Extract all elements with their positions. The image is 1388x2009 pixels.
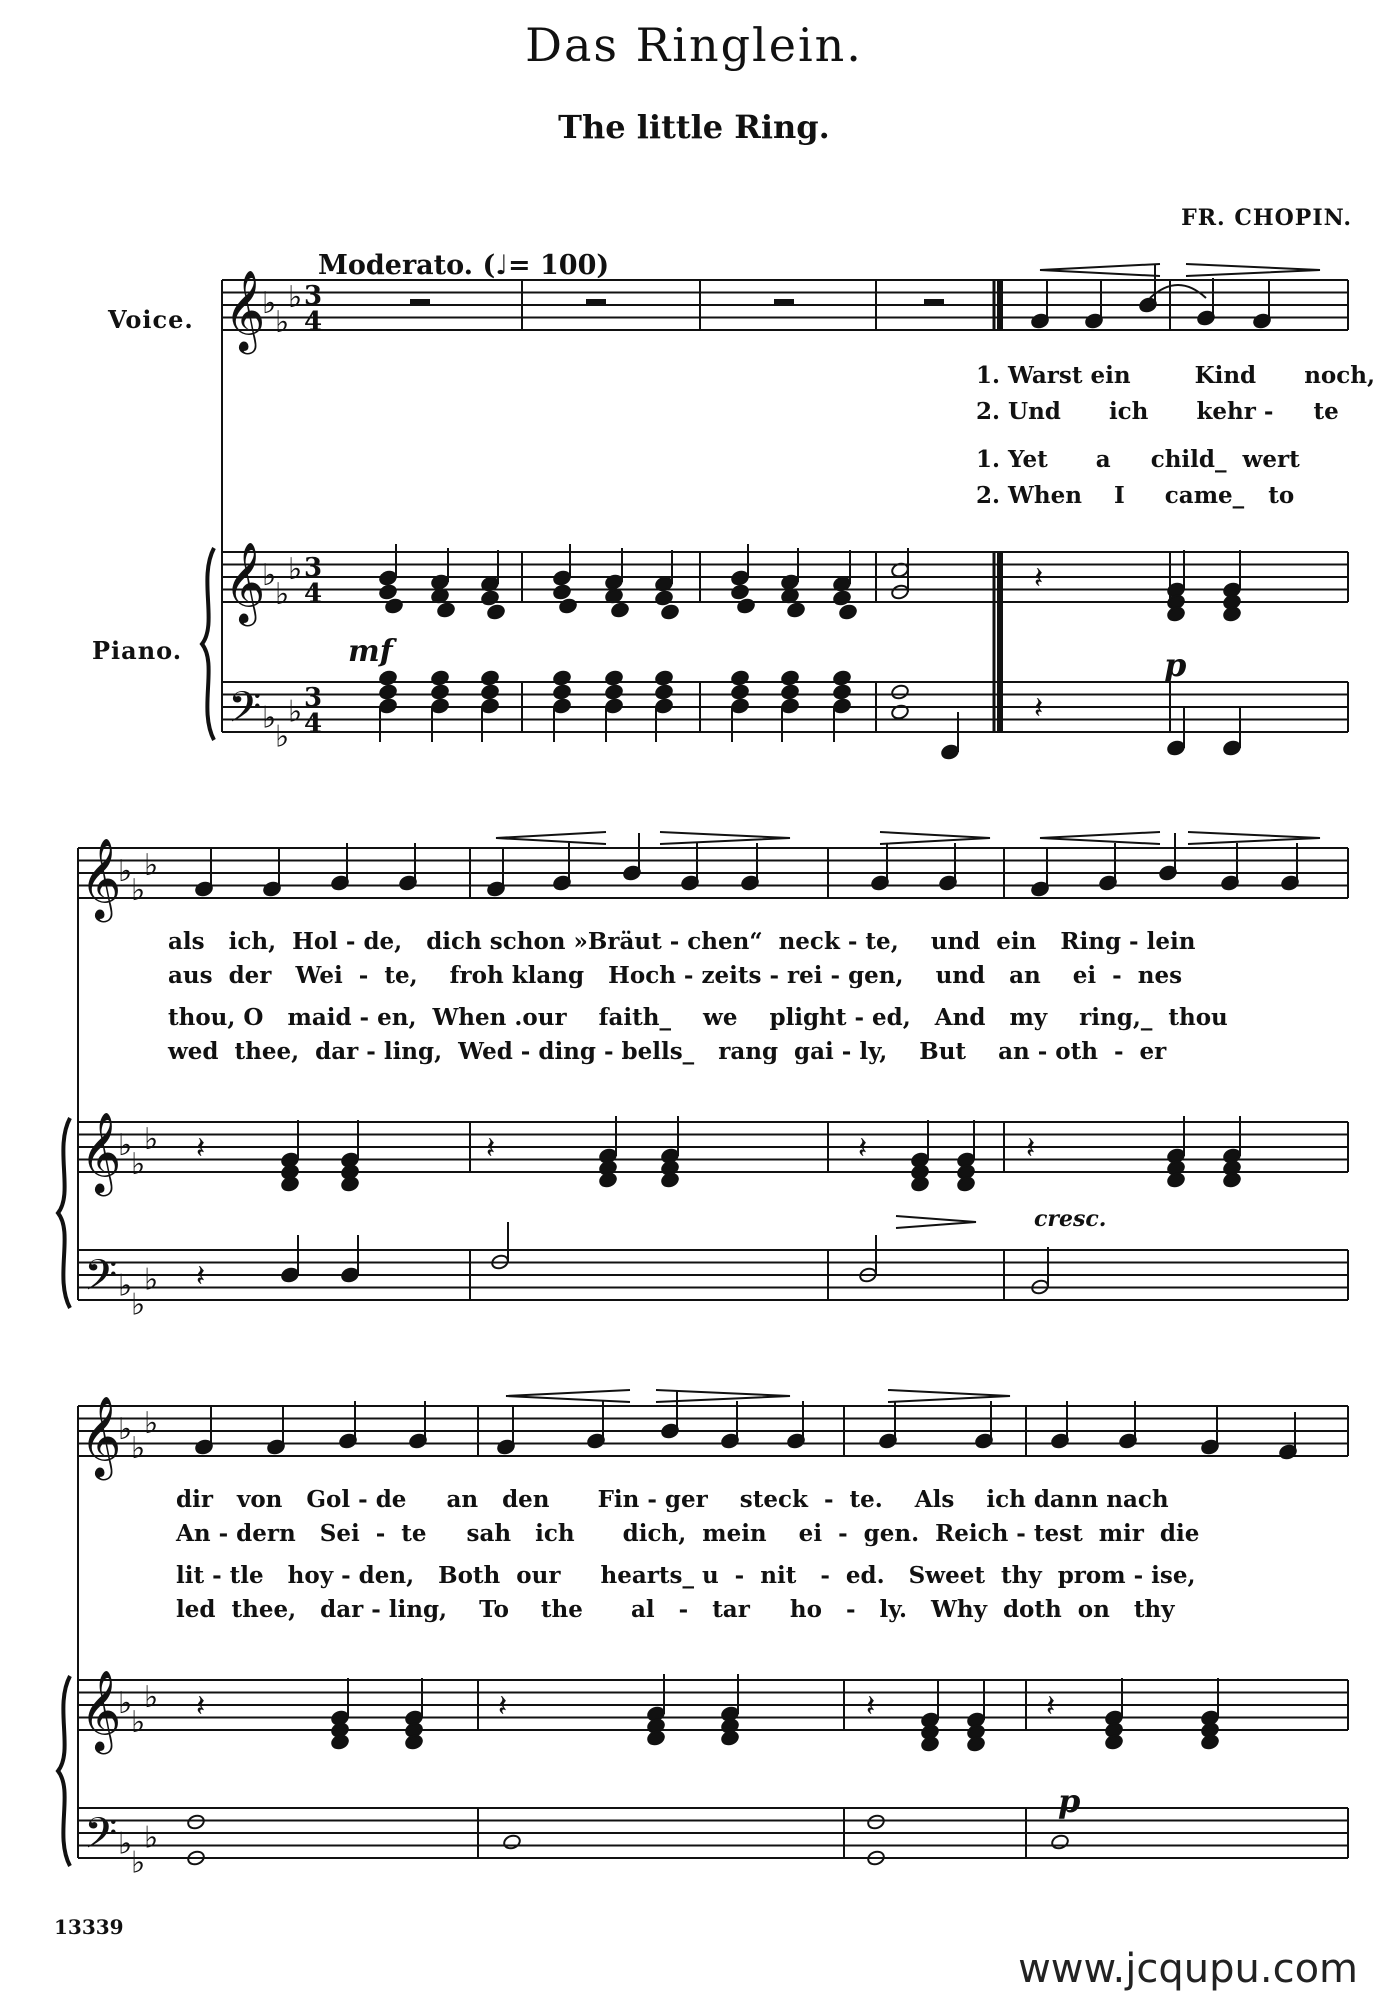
rest: 𝄽 <box>196 1259 206 1294</box>
notehead <box>786 602 805 619</box>
noteheads <box>186 265 1299 1866</box>
notehead <box>480 698 499 715</box>
measure-rest <box>410 299 430 305</box>
plate-number: 13339 <box>54 1915 124 1939</box>
flat-sign: ♭ <box>262 558 277 593</box>
lyric-line: dir von Gol - de an den Fin - ger steck - te. Als ich dann nach <box>176 1486 1169 1513</box>
flat-sign: ♭ <box>118 1686 133 1721</box>
notehead <box>730 584 749 601</box>
notehead <box>404 1734 423 1751</box>
notehead <box>480 590 499 607</box>
measure-rest <box>586 299 606 305</box>
notehead <box>480 684 499 701</box>
notehead <box>486 604 505 621</box>
flat-sign: ♭ <box>275 304 290 340</box>
notehead <box>832 698 851 715</box>
notehead <box>430 684 449 701</box>
notehead <box>1050 1834 1069 1851</box>
flat-sign: ♭ <box>144 1679 159 1715</box>
flat-sign: ♭ <box>131 1430 146 1466</box>
time-signature: 4 <box>304 307 323 337</box>
flat-sign: ♭ <box>131 1845 146 1881</box>
notehead <box>1222 740 1241 757</box>
flat-sign: ♭ <box>118 1268 133 1304</box>
staff-lines <box>78 280 1348 1858</box>
lyric-line: als ich, Hol - de, dich schon »Bräut - chen“ neck - te, und ein Ring - lein <box>168 928 1196 955</box>
notehead <box>1166 1172 1185 1189</box>
composer: FR. CHOPIN. <box>1181 205 1352 231</box>
notehead <box>780 684 799 701</box>
notehead <box>654 698 673 715</box>
notehead <box>1200 1734 1219 1751</box>
notehead <box>736 598 755 615</box>
lyric-line: An - dern Sei - te sah ich dich, mein ei - gen. Reich - test mir die <box>176 1520 1200 1547</box>
flat-sign: ♭ <box>288 551 303 587</box>
dynamic-p: p <box>1058 1782 1081 1820</box>
notehead <box>646 1730 665 1747</box>
notehead <box>890 584 909 601</box>
bass-clef: 𝄢 <box>228 683 262 743</box>
piano-brace <box>58 1118 70 1308</box>
treble-clef: 𝄞 <box>80 1395 122 1477</box>
notehead <box>598 1172 617 1189</box>
decrescendo-hairpin <box>880 832 990 844</box>
crescendo-hairpin <box>1040 832 1160 844</box>
notehead <box>730 670 749 687</box>
notehead <box>660 604 679 621</box>
notehead <box>1222 1172 1241 1189</box>
flat-sign: ♭ <box>118 1412 133 1447</box>
time-signature: 3 <box>304 683 323 713</box>
notehead <box>610 602 629 619</box>
flat-sign: ♭ <box>144 1820 159 1856</box>
page-title: Das Ringlein. <box>525 18 863 72</box>
treble-clef: 𝄞 <box>224 269 266 351</box>
rest: 𝄽 <box>486 1131 496 1166</box>
treble-clef: 𝄞 <box>224 541 266 623</box>
notehead <box>910 1176 929 1193</box>
flat-sign: ♭ <box>262 700 277 736</box>
notehead <box>654 684 673 701</box>
notehead <box>378 684 397 701</box>
treble-clef: 𝄞 <box>80 1669 122 1751</box>
bass-clef: 𝄢 <box>84 1809 118 1869</box>
bass-clef: 𝄢 <box>84 1251 118 1311</box>
notehead <box>340 1267 359 1284</box>
notehead <box>1166 740 1185 757</box>
notehead <box>654 590 673 607</box>
notehead <box>832 684 851 701</box>
measure-rest <box>774 299 794 305</box>
notehead <box>378 670 397 687</box>
notehead <box>604 698 623 715</box>
flat-sign: ♭ <box>118 854 133 889</box>
flat-sign: ♭ <box>118 1826 133 1862</box>
notehead <box>940 744 959 761</box>
flat-sign: ♭ <box>131 1704 146 1740</box>
rest: 𝄽 <box>1034 561 1044 596</box>
crescendo-hairpin <box>496 832 606 844</box>
notehead <box>1222 606 1241 623</box>
measure-rest <box>924 299 944 305</box>
notehead <box>890 684 909 701</box>
notehead <box>552 670 571 687</box>
dynamic-cresc: cresc. <box>1034 1206 1107 1232</box>
lyric-line: lit - tle hoy - den, Both our hearts_ u - nit - ed. Sweet thy prom - ise, <box>176 1562 1196 1589</box>
flat-sign: ♭ <box>144 1262 159 1298</box>
lyric-line: wed thee, dar - ling, Wed - ding - bells_ rang gai - ly, But an - oth - er <box>168 1038 1167 1065</box>
page-subtitle: The little Ring. <box>558 108 830 146</box>
dynamic-mf: mf <box>348 634 393 669</box>
hairpins-and-slurs <box>58 264 1320 1866</box>
notehead <box>430 670 449 687</box>
flat-sign: ♭ <box>262 286 277 321</box>
rest: 𝄽 <box>1034 691 1044 726</box>
notehead <box>832 670 851 687</box>
rest: 𝄽 <box>858 1131 868 1166</box>
rest: 𝄽 <box>196 1131 206 1166</box>
notehead <box>558 598 577 615</box>
lyric-line: 1. Warst ein Kind noch, <box>976 362 1375 389</box>
notehead <box>552 570 571 587</box>
notehead <box>552 684 571 701</box>
time-signature: 3 <box>304 553 323 583</box>
lyric-line: 1. Yet a child_ wert <box>976 446 1300 473</box>
voice-label: Voice. <box>108 305 194 334</box>
notehead <box>1104 1734 1123 1751</box>
notehead <box>436 602 455 619</box>
notehead <box>966 1736 985 1753</box>
notehead <box>660 1172 679 1189</box>
flat-sign: ♭ <box>288 694 303 730</box>
notehead <box>956 1176 975 1193</box>
dynamic-p: p <box>1164 646 1187 684</box>
piano-brace <box>202 548 214 740</box>
notehead <box>730 684 749 701</box>
flat-sign: ♭ <box>131 872 146 908</box>
notehead <box>340 1176 359 1193</box>
website-watermark: www.jcqupu.com <box>1018 1946 1358 1992</box>
flat-sign: ♭ <box>275 719 290 755</box>
notehead <box>730 570 749 587</box>
flat-sign: ♭ <box>118 1128 133 1163</box>
notehead <box>552 584 571 601</box>
rest: 𝄽 <box>866 1689 876 1724</box>
notehead <box>730 698 749 715</box>
notehead <box>866 1814 885 1831</box>
rest: 𝄽 <box>196 1689 206 1724</box>
decrescendo-hairpin <box>1186 264 1320 276</box>
decrescendo-hairpin <box>888 1390 1010 1402</box>
notehead <box>378 570 397 587</box>
notehead <box>604 670 623 687</box>
crescendo-hairpin <box>1040 264 1160 276</box>
notehead <box>378 698 397 715</box>
rest: 𝄽 <box>1026 1131 1036 1166</box>
rest: 𝄽 <box>498 1689 508 1724</box>
barlines <box>78 280 1348 1858</box>
notehead <box>780 698 799 715</box>
notehead <box>720 1730 739 1747</box>
treble-clef: 𝄞 <box>80 1111 122 1193</box>
notehead <box>838 604 857 621</box>
flat-sign: ♭ <box>288 279 303 315</box>
time-signature: 3 <box>304 281 323 311</box>
notehead <box>502 1834 521 1851</box>
notehead <box>1166 606 1185 623</box>
decrescendo-hairpin <box>1188 832 1320 844</box>
crescendo-hairpin <box>506 1390 630 1402</box>
lyric-line: aus der Wei - te, froh klang Hoch - zeits - rei - gen, und an ei - nes <box>168 962 1183 989</box>
time-signature: 4 <box>304 709 323 739</box>
notehead <box>430 698 449 715</box>
flat-sign: ♭ <box>144 1121 159 1157</box>
decrescendo-hairpin <box>660 832 790 844</box>
rest: 𝄽 <box>1046 1689 1056 1724</box>
flat-sign: ♭ <box>131 1287 146 1323</box>
notehead <box>186 1814 205 1831</box>
piano-brace <box>58 1676 70 1866</box>
flat-sign: ♭ <box>144 847 159 883</box>
notehead <box>780 670 799 687</box>
notehead <box>552 698 571 715</box>
flat-sign: ♭ <box>144 1405 159 1441</box>
flat-sign: ♭ <box>131 1146 146 1182</box>
notehead <box>330 1734 349 1751</box>
lyric-line: led thee, dar - ling, To the al - tar ho - ly. Why doth on thy <box>176 1596 1175 1623</box>
lyric-line: thou, O maid - en, When .our faith_ we plight - ed, And my ring,_ thou <box>168 1004 1228 1031</box>
decrescendo-hairpin <box>896 1216 976 1228</box>
notehead <box>920 1736 939 1753</box>
notehead <box>480 670 499 687</box>
notehead <box>832 590 851 607</box>
lyric-line: 2. Und ich kehr - te <box>976 398 1339 425</box>
notehead <box>384 598 403 615</box>
piano-label: Piano. <box>92 636 183 665</box>
notehead <box>280 1176 299 1193</box>
clefs-and-signatures <box>80 269 1055 1880</box>
notehead <box>280 1267 299 1284</box>
notehead <box>378 584 397 601</box>
notehead <box>604 684 623 701</box>
notehead <box>654 670 673 687</box>
flat-sign: ♭ <box>275 576 290 612</box>
lyric-line: 2. When I came_ to <box>976 482 1295 509</box>
tempo-marking: Moderato. (♩= 100) <box>318 250 610 281</box>
time-signature: 4 <box>304 579 323 609</box>
treble-clef: 𝄞 <box>80 837 122 919</box>
